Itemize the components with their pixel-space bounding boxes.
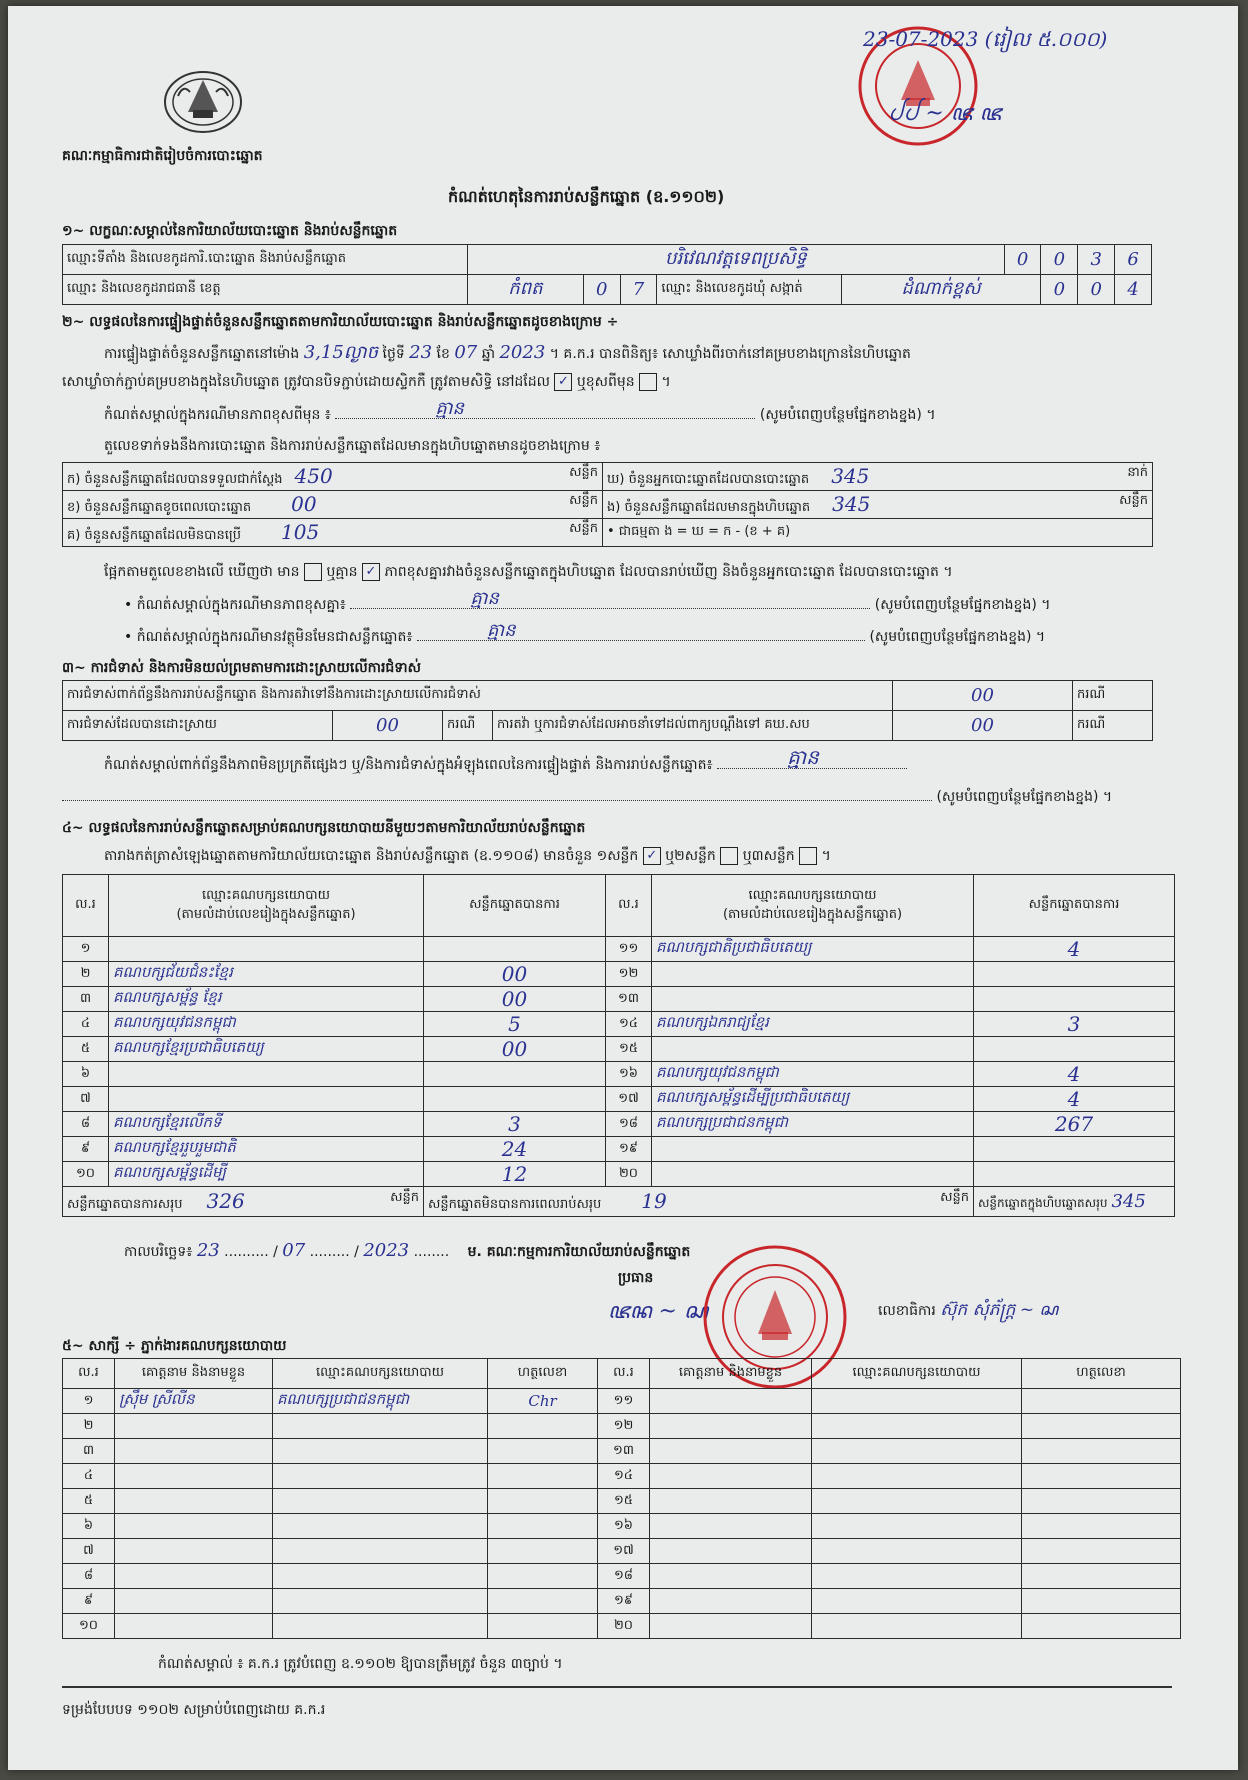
form-sheet	[8, 6, 1238, 1770]
table-row	[63, 1162, 1175, 1187]
irregularities-note: កំណត់សម្គាល់ពាក់ព័ន្ធនឹងភាពមិនប្រក្រតីផ្សេងៗ ឬ/និងការជំទាស់ក្នុងអំឡុងពេលនៃការផ្ទៀងផ្ទាត់ និងការរាប់សន្លឹកឆ្នោត៖ គ្មាន	[104, 754, 907, 776]
note-3-line: • កំណត់សម្គាល់ក្នុងករណីមានវត្ថុមិនមែនជាសន្លឹកឆ្នោត៖ គ្មាន (សូមបំពេញបន្ថែមផ្នែកខាងខ្នង) ។	[124, 620, 1046, 645]
party-name	[652, 1137, 974, 1162]
party-no: ១២	[606, 962, 652, 987]
party-name: គណបក្សប្រជាជនកម្ពុជា	[652, 1112, 974, 1137]
witness-no: ១២	[598, 1414, 650, 1439]
witness-party	[273, 1564, 488, 1589]
has-discrepancy-checkbox[interactable]	[304, 563, 322, 581]
party-votes: 5	[424, 1012, 606, 1037]
party-name: គណបក្សយុវជនកម្ពុជា	[652, 1062, 974, 1087]
table-row	[63, 1514, 1181, 1539]
col-no-header: ល.រ	[63, 1359, 115, 1389]
witness-party	[812, 1614, 1022, 1639]
witness-no: ៥	[63, 1489, 115, 1514]
party-name	[652, 987, 974, 1012]
party-name	[109, 1087, 424, 1112]
cases-unit: ករណី	[1073, 711, 1153, 741]
one-sheet-checkbox[interactable]: ✓	[643, 847, 661, 865]
party-no: ១៣	[606, 987, 652, 1012]
witness-name	[115, 1489, 273, 1514]
valid-total: សន្លឹកឆ្នោតបានការសរុប 326 សន្លឹក	[63, 1187, 424, 1217]
witness-signature	[488, 1514, 598, 1539]
witness-no: ១៨	[598, 1564, 650, 1589]
party-votes: 00	[424, 1037, 606, 1062]
witness-party	[812, 1539, 1022, 1564]
section-2-heading: ២~ លទ្ធផលនៃការផ្ទៀងផ្ទាត់ចំនួនសន្លឹកឆ្នោតតាមការិយាល័យបោះឆ្នោត និងរាប់សន្លឹកឆ្នោតដូចខាងក្រោម ÷	[62, 314, 619, 330]
witness-signature	[488, 1614, 598, 1639]
col-no-header: ល.រ	[606, 875, 652, 937]
party-no: ៤	[63, 1012, 109, 1037]
irregularities-note-cont: (សូមបំពេញបន្ថែមផ្នែកខាងខ្នង) ។	[62, 786, 1112, 808]
party-votes: 4	[974, 1087, 1175, 1112]
section-1-heading: ១~ លក្ខណៈសម្គាល់នៃការិយាល័យបោះឆ្នោត និងរាប់សន្លឹកឆ្នោត	[62, 223, 398, 239]
witness-table	[62, 1358, 1181, 1639]
party-name: គណបក្សខ្មែរប្រជាធិបតេយ្យ	[109, 1037, 424, 1062]
witness-name	[115, 1514, 273, 1539]
witness-party	[273, 1539, 488, 1564]
witness-no: ១០	[63, 1614, 115, 1639]
table-row	[63, 1112, 1175, 1137]
party-votes: 24	[424, 1137, 606, 1162]
witness-name	[650, 1564, 812, 1589]
party-name	[652, 1162, 974, 1187]
secretary-line: លេខាធិការ ស៊ុក សុំភ័ក្ត្រ ~ ꦱ	[878, 1300, 1059, 1320]
station-label: ឈ្មោះទីតាំង និងលេខកូដការិ.បោះឆ្នោត និងរាប់សន្លឹកឆ្នោត	[63, 245, 468, 275]
no-discrepancy-checkbox[interactable]: ✓	[362, 563, 380, 581]
party-no: ១៥	[606, 1037, 652, 1062]
table-row	[63, 1539, 1181, 1564]
chair-label: ប្រធាន	[618, 1270, 654, 1286]
document-title: កំណត់ហេតុនៃការរាប់សន្លឹកឆ្នោត (ឧ.១១០២)	[448, 187, 725, 206]
commune-value: ដំណាក់ខ្ពស់	[841, 275, 1041, 305]
witness-no: ១៣	[598, 1439, 650, 1464]
col-name-header: គោត្តនាម និងនាមខ្លួន	[115, 1359, 273, 1389]
col-votes-header: សន្លឹកឆ្នោតបានការ	[974, 875, 1175, 937]
figure-kh: ខ) ចំនួនសន្លឹកឆ្នោតខូចពេលបោះឆ្នោត 00 សន្លឹក	[63, 491, 603, 519]
figures-intro: តួលេខទាក់ទងនឹងការបោះឆ្នោត និងការរាប់សន្លឹកឆ្នោតដែលមានក្នុងហិបឆ្នោតមានដូចខាងក្រោម ៖	[104, 438, 601, 454]
witness-party	[273, 1414, 488, 1439]
witness-party	[273, 1589, 488, 1614]
footer-note: កំណត់សម្គាល់ ៖ គ.ក.រ ត្រូវបំពេញ ឧ.១១០២ ឱ្យបានត្រឹមត្រូវ ចំនួន ៣ច្បាប់ ។	[158, 1656, 563, 1672]
party-no: ១១	[606, 937, 652, 962]
witness-party	[273, 1514, 488, 1539]
formula: • ជាធម្មតា ង = ឃ = ក - (ខ + គ)	[603, 519, 1153, 547]
witness-name	[650, 1489, 812, 1514]
witness-signature	[1022, 1589, 1181, 1614]
col-party-header: ឈ្មោះគណបក្សនយោបាយ	[273, 1359, 488, 1389]
section-3-heading: ៣~ ការជំទាស់ និងការមិនយល់ព្រមតាមការដោះស្រាយលើការជំទាស់	[62, 660, 421, 676]
table-row	[63, 987, 1175, 1012]
witness-name	[650, 1614, 812, 1639]
party-votes: 4	[974, 1062, 1175, 1087]
commune-code-digit: 0	[1078, 275, 1115, 305]
station-code-digit: 6	[1115, 245, 1152, 275]
three-sheet-checkbox[interactable]	[799, 847, 817, 865]
witness-party	[812, 1514, 1022, 1539]
witness-no: ១៩	[598, 1589, 650, 1614]
witness-signature	[1022, 1439, 1181, 1464]
witness-name	[115, 1614, 273, 1639]
witness-party	[812, 1439, 1022, 1464]
witness-signature	[488, 1539, 598, 1564]
witness-party	[273, 1614, 488, 1639]
witness-no: ១១	[598, 1389, 650, 1414]
witness-signature	[1022, 1464, 1181, 1489]
witness-signature	[1022, 1539, 1181, 1564]
objections-value: 00	[893, 681, 1073, 711]
col-no-header: ល.រ	[598, 1359, 650, 1389]
figure-gh: ឃ) ចំនួនអ្នកបោះឆ្នោតដែលបានបោះឆ្នោត 345 នាក់	[603, 463, 1153, 491]
party-name: គណបក្សសម្ព័ន្ធ ខ្មែរ	[109, 987, 424, 1012]
party-votes	[974, 962, 1175, 987]
province-label: ឈ្មោះ និងលេខកូដរាជធានី ខេត្ត	[63, 275, 468, 305]
signing-date: កាលបរិច្ឆេទ៖ 23 .......... / 07 ......... / 2023 ........ ម. គណៈកម្មការការិយាល័យរាប់សន្លឹកឆ្នោត	[124, 1240, 691, 1261]
party-votes	[424, 1062, 606, 1087]
col-no-header: ល.រ	[63, 875, 109, 937]
witness-signature: Chr	[488, 1389, 598, 1414]
table-row	[63, 1414, 1181, 1439]
tally-sheet-count: តារាងកត់ត្រាសំឡេងឆ្នោតតាមការិយាល័យបោះឆ្នោត និងរាប់សន្លឹកឆ្នោត (ឧ.១១០៨) មានចំនួន ១សន្លឹក ✓ ឬ២សន្លឹក ឬ៣សន្លឹក ។	[104, 848, 831, 864]
col-party-header: ឈ្មោះគណបក្សនយោបាយ (តាមលំដាប់លេខរៀងក្នុងសន្លឹកឆ្នោត)	[109, 875, 424, 937]
resolved-value: 00	[333, 711, 443, 741]
party-votes: 3	[974, 1012, 1175, 1037]
witness-party	[273, 1439, 488, 1464]
party-votes: 00	[424, 962, 606, 987]
witness-no: ៧	[63, 1539, 115, 1564]
party-results-table	[62, 874, 1175, 1217]
org-name: គណៈកម្មាធិការជាតិរៀបចំការបោះឆ្នោត	[62, 148, 263, 164]
witness-no: ៩	[63, 1589, 115, 1614]
party-no: ៣	[63, 987, 109, 1012]
witness-name	[650, 1589, 812, 1614]
witness-no: ២	[63, 1414, 115, 1439]
witness-signature	[1022, 1514, 1181, 1539]
complaints-label: ការតវ៉ា ឬការជំទាស់ដែលអាចនាំទៅដល់ពាក្យបណ្តឹងទៅ គឃ.សប	[493, 711, 893, 741]
party-no: ៦	[63, 1062, 109, 1087]
party-votes: 12	[424, 1162, 606, 1187]
party-no: ១០	[63, 1162, 109, 1187]
witness-name	[115, 1564, 273, 1589]
party-no: ១៤	[606, 1012, 652, 1037]
witness-signature	[488, 1564, 598, 1589]
party-name: គណបក្សឯករាជ្យខ្មែរ	[652, 1012, 974, 1037]
witness-no: ៣	[63, 1439, 115, 1464]
chair-signature: ꦗꦤ ~ ꦱ	[608, 1299, 708, 1324]
figure-k: ក) ចំនួនសន្លឹកឆ្នោតដែលបានទទួលជាក់ស្តែង 450 សន្លឹក	[63, 463, 603, 491]
witness-party	[812, 1564, 1022, 1589]
cases-unit: ករណី	[443, 711, 493, 741]
party-name	[109, 1062, 424, 1087]
witness-party	[273, 1464, 488, 1489]
resolved-label: ការជំទាស់ដែលបានដោះស្រាយ	[63, 711, 333, 741]
witness-party	[812, 1464, 1022, 1489]
party-name	[109, 937, 424, 962]
table-row	[63, 1012, 1175, 1037]
party-votes	[974, 1037, 1175, 1062]
party-name: គណបក្សខ្មែររួបរួមជាតិ	[109, 1137, 424, 1162]
party-no: ៥	[63, 1037, 109, 1062]
party-name: គណបក្សយុវជនកម្ពុជា	[109, 1012, 424, 1037]
witness-signature	[488, 1589, 598, 1614]
witness-no: ២០	[598, 1614, 650, 1639]
witness-party	[812, 1589, 1022, 1614]
party-name	[652, 962, 974, 987]
col-sign-header: ហត្ថលេខា	[1022, 1359, 1181, 1389]
province-code-digit: 7	[620, 275, 657, 305]
col-sign-header: ហត្ថលេខា	[488, 1359, 598, 1389]
witness-party: គណបក្សប្រជាជនកម្ពុជា	[273, 1389, 488, 1414]
witness-party	[812, 1414, 1022, 1439]
party-name: គណបក្សសម្ព័ន្ធដើម្បីប្រជាធិបតេយ្យ	[652, 1087, 974, 1112]
station-code-digit: 3	[1078, 245, 1115, 275]
witness-no: ១	[63, 1389, 115, 1414]
witness-party	[812, 1489, 1022, 1514]
witness-name: ស្រ៊ឹម ស្រីលីន	[115, 1389, 273, 1414]
witness-name	[650, 1414, 812, 1439]
figure-ng: ង) ចំនួនសន្លឹកឆ្នោតដែលមានក្នុងហិបឆ្នោត 345 សន្លឹក	[603, 491, 1153, 519]
table-row	[63, 1589, 1181, 1614]
witness-name	[650, 1539, 812, 1564]
witness-no: ៦	[63, 1514, 115, 1539]
witness-signature	[1022, 1614, 1181, 1639]
party-votes	[424, 1087, 606, 1112]
table-row	[63, 1087, 1175, 1112]
witness-no: ១៥	[598, 1489, 650, 1514]
objections-label: ការជំទាស់ពាក់ព័ន្ធនឹងការរាប់សន្លឹកឆ្នោត និងការតវ៉ាទៅនឹងការដោះស្រាយលើការជំទាស់	[63, 681, 893, 711]
witness-signature	[1022, 1414, 1181, 1439]
party-no: ៩	[63, 1137, 109, 1162]
table-row	[63, 1614, 1181, 1639]
party-no: ២	[63, 962, 109, 987]
witness-signature	[488, 1414, 598, 1439]
col-votes-header: សន្លឹកឆ្នោតបានការ	[424, 875, 606, 937]
party-votes: 3	[424, 1112, 606, 1137]
table-row	[63, 1037, 1175, 1062]
table-row	[63, 1439, 1181, 1464]
stamp-signature: ᨸᨸ ~ ꦗ ꦗ	[888, 101, 1002, 126]
party-name: គណបក្សខ្មែរលើកទី	[109, 1112, 424, 1137]
witness-no: ១៧	[598, 1539, 650, 1564]
party-votes: 00	[424, 987, 606, 1012]
party-no: ១៩	[606, 1137, 652, 1162]
commune-label: ឈ្មោះ និងលេខកូដឃុំ សង្កាត់	[657, 275, 841, 305]
cases-unit: ករណី	[1073, 681, 1153, 711]
complaints-value: 00	[893, 711, 1073, 741]
party-no: ២០	[606, 1162, 652, 1187]
party-votes	[974, 1137, 1175, 1162]
witness-name	[650, 1514, 812, 1539]
witness-signature	[1022, 1564, 1181, 1589]
col-party-header: ឈ្មោះគណបក្សនយោបាយ (តាមលំដាប់លេខរៀងក្នុងសន្លឹកឆ្នោត)	[652, 875, 974, 937]
witness-name	[115, 1439, 273, 1464]
station-code-digit: 0	[1004, 245, 1041, 275]
party-votes: 4	[974, 937, 1175, 962]
commune-code-digit: 0	[1041, 275, 1078, 305]
party-no: ១៧	[606, 1087, 652, 1112]
witness-signature	[1022, 1489, 1181, 1514]
note-1-line: កំណត់សម្គាល់ក្នុងករណីមានភាពខុសពីមុន ៖ គ្មាន (សូមបំពេញបន្ថែមផ្នែកខាងខ្នង) ។	[104, 398, 936, 423]
polling-station-id-table	[62, 244, 1152, 305]
party-name	[652, 1037, 974, 1062]
station-code-digit: 0	[1041, 245, 1078, 275]
stamp-date-handwriting: 23-07-2023 (រៀល ៥.០០០)	[863, 27, 1108, 51]
party-votes	[424, 937, 606, 962]
party-no: ១	[63, 937, 109, 962]
table-row	[63, 1489, 1181, 1514]
footer-divider	[62, 1686, 1172, 1688]
witness-signature	[488, 1439, 598, 1464]
witness-party	[273, 1489, 488, 1514]
table-row	[63, 1464, 1181, 1489]
party-name: គណបក្សសម្ព័ន្ធដើម្បី	[109, 1162, 424, 1187]
form-footer: ទម្រង់បែបបទ ១១០២ សម្រាប់បំពេញដោយ គ.ក.រ	[62, 1702, 326, 1718]
party-votes	[974, 1162, 1175, 1187]
witness-no: ៨	[63, 1564, 115, 1589]
unchanged-checkbox[interactable]: ✓	[554, 373, 572, 391]
commune-code-digit: 4	[1115, 275, 1152, 305]
table-row	[63, 1137, 1175, 1162]
province-code-digit: 0	[583, 275, 620, 305]
party-votes: 267	[974, 1112, 1175, 1137]
nec-emblem-logo	[158, 66, 248, 138]
witness-name	[650, 1464, 812, 1489]
party-no: ១៨	[606, 1112, 652, 1137]
witness-party	[812, 1389, 1022, 1414]
station-name-value: បរិវេណវត្តទេពប្រសិទ្ធិ	[468, 245, 1005, 275]
section-5-heading: ៥~ សាក្សី ÷ ភ្នាក់ងារគណបក្សនយោបាយ	[62, 1338, 287, 1354]
table-row	[63, 962, 1175, 987]
ballot-figures-table	[62, 462, 1153, 547]
witness-name	[115, 1539, 273, 1564]
province-value: កំពត	[468, 275, 584, 305]
discrepancy-line: ផ្អែកតាមតួលេខខាងលើ ឃើញថា មាន ឬគ្មាន ✓ ភាពខុសគ្នារវាងចំនួនសន្លឹកឆ្នោតក្នុងហិបឆ្នោត ដែលបានរាប់ឃើញ និងចំនួនអ្នកបោះឆ្នោត ដែលបានបោះឆ្នោត ។	[104, 564, 953, 580]
witness-no: ១៤	[598, 1464, 650, 1489]
verification-line: ការផ្ទៀងផ្ទាត់ចំនួនសន្លឹកឆ្នោតនៅម៉ោង 3,15ល្ងាច ថ្ងៃទី 23 ខែ 07 ឆ្នាំ 2023 ។ គ.ក.រ បានពិនិត្យ៖ សោឃ្លាំងពីរចាក់នៅគម្របខាងក្រោននៃហិបឆ្នោត	[104, 342, 911, 363]
witness-name	[115, 1464, 273, 1489]
witness-signature	[488, 1489, 598, 1514]
box-total: សន្លឹកឆ្នោតក្នុងហិបឆ្នោតសរុប 345	[974, 1187, 1175, 1217]
party-votes	[974, 987, 1175, 1012]
table-row	[63, 937, 1175, 962]
party-name: គណបក្សជ័យជំនះខ្មែរ	[109, 962, 424, 987]
table-row	[63, 1564, 1181, 1589]
table-row	[63, 1062, 1175, 1087]
witness-name	[650, 1389, 812, 1414]
seal-status-line: សោឃ្លាំចាក់ភ្ជាប់គម្របខាងក្នុងនៃហិបឆ្នោត ត្រូវបានបិទភ្ជាប់ដោយស្ទិកកឺ ត្រូវតាមសិទ្ធិ នៅដដែល ✓ ឬខុសពីមុន ។	[62, 374, 671, 390]
invalid-total: សន្លឹកឆ្នោតមិនបានការពេលរាប់សរុប 19 សន្លឹក	[424, 1187, 974, 1217]
figure-ko: គ) ចំនួនសន្លឹកឆ្នោតដែលមិនបានប្រើ 105 សន្លឹក	[63, 519, 603, 547]
party-no: ៨	[63, 1112, 109, 1137]
witness-no: ១៦	[598, 1514, 650, 1539]
table-row	[63, 1389, 1181, 1414]
witness-name	[115, 1414, 273, 1439]
col-name-header: គោត្តនាម និងនាមខ្លួន	[650, 1359, 812, 1389]
changed-checkbox[interactable]	[639, 373, 657, 391]
party-no: ១៦	[606, 1062, 652, 1087]
witness-no: ៤	[63, 1464, 115, 1489]
section-4-heading: ៤~ លទ្ធផលនៃការរាប់សន្លឹកឆ្នោតសម្រាប់គណបក្សនយោបាយនីមួយៗតាមការិយាល័យរាប់សន្លឹកឆ្នោត	[62, 820, 586, 836]
note-2-line: • កំណត់សម្គាល់ក្នុងករណីមានភាពខុសគ្នា៖ គ្មាន (សូមបំពេញបន្ថែមផ្នែកខាងខ្នង) ។	[124, 588, 1051, 613]
party-no: ៧	[63, 1087, 109, 1112]
witness-signature	[488, 1464, 598, 1489]
witness-name	[115, 1589, 273, 1614]
two-sheet-checkbox[interactable]	[720, 847, 738, 865]
col-party-header: ឈ្មោះគណបក្សនយោបាយ	[812, 1359, 1022, 1389]
party-name: គណបក្សជាតិប្រជាធិបតេយ្យ	[652, 937, 974, 962]
witness-signature	[1022, 1389, 1181, 1414]
witness-name	[650, 1439, 812, 1464]
objections-table	[62, 680, 1153, 741]
